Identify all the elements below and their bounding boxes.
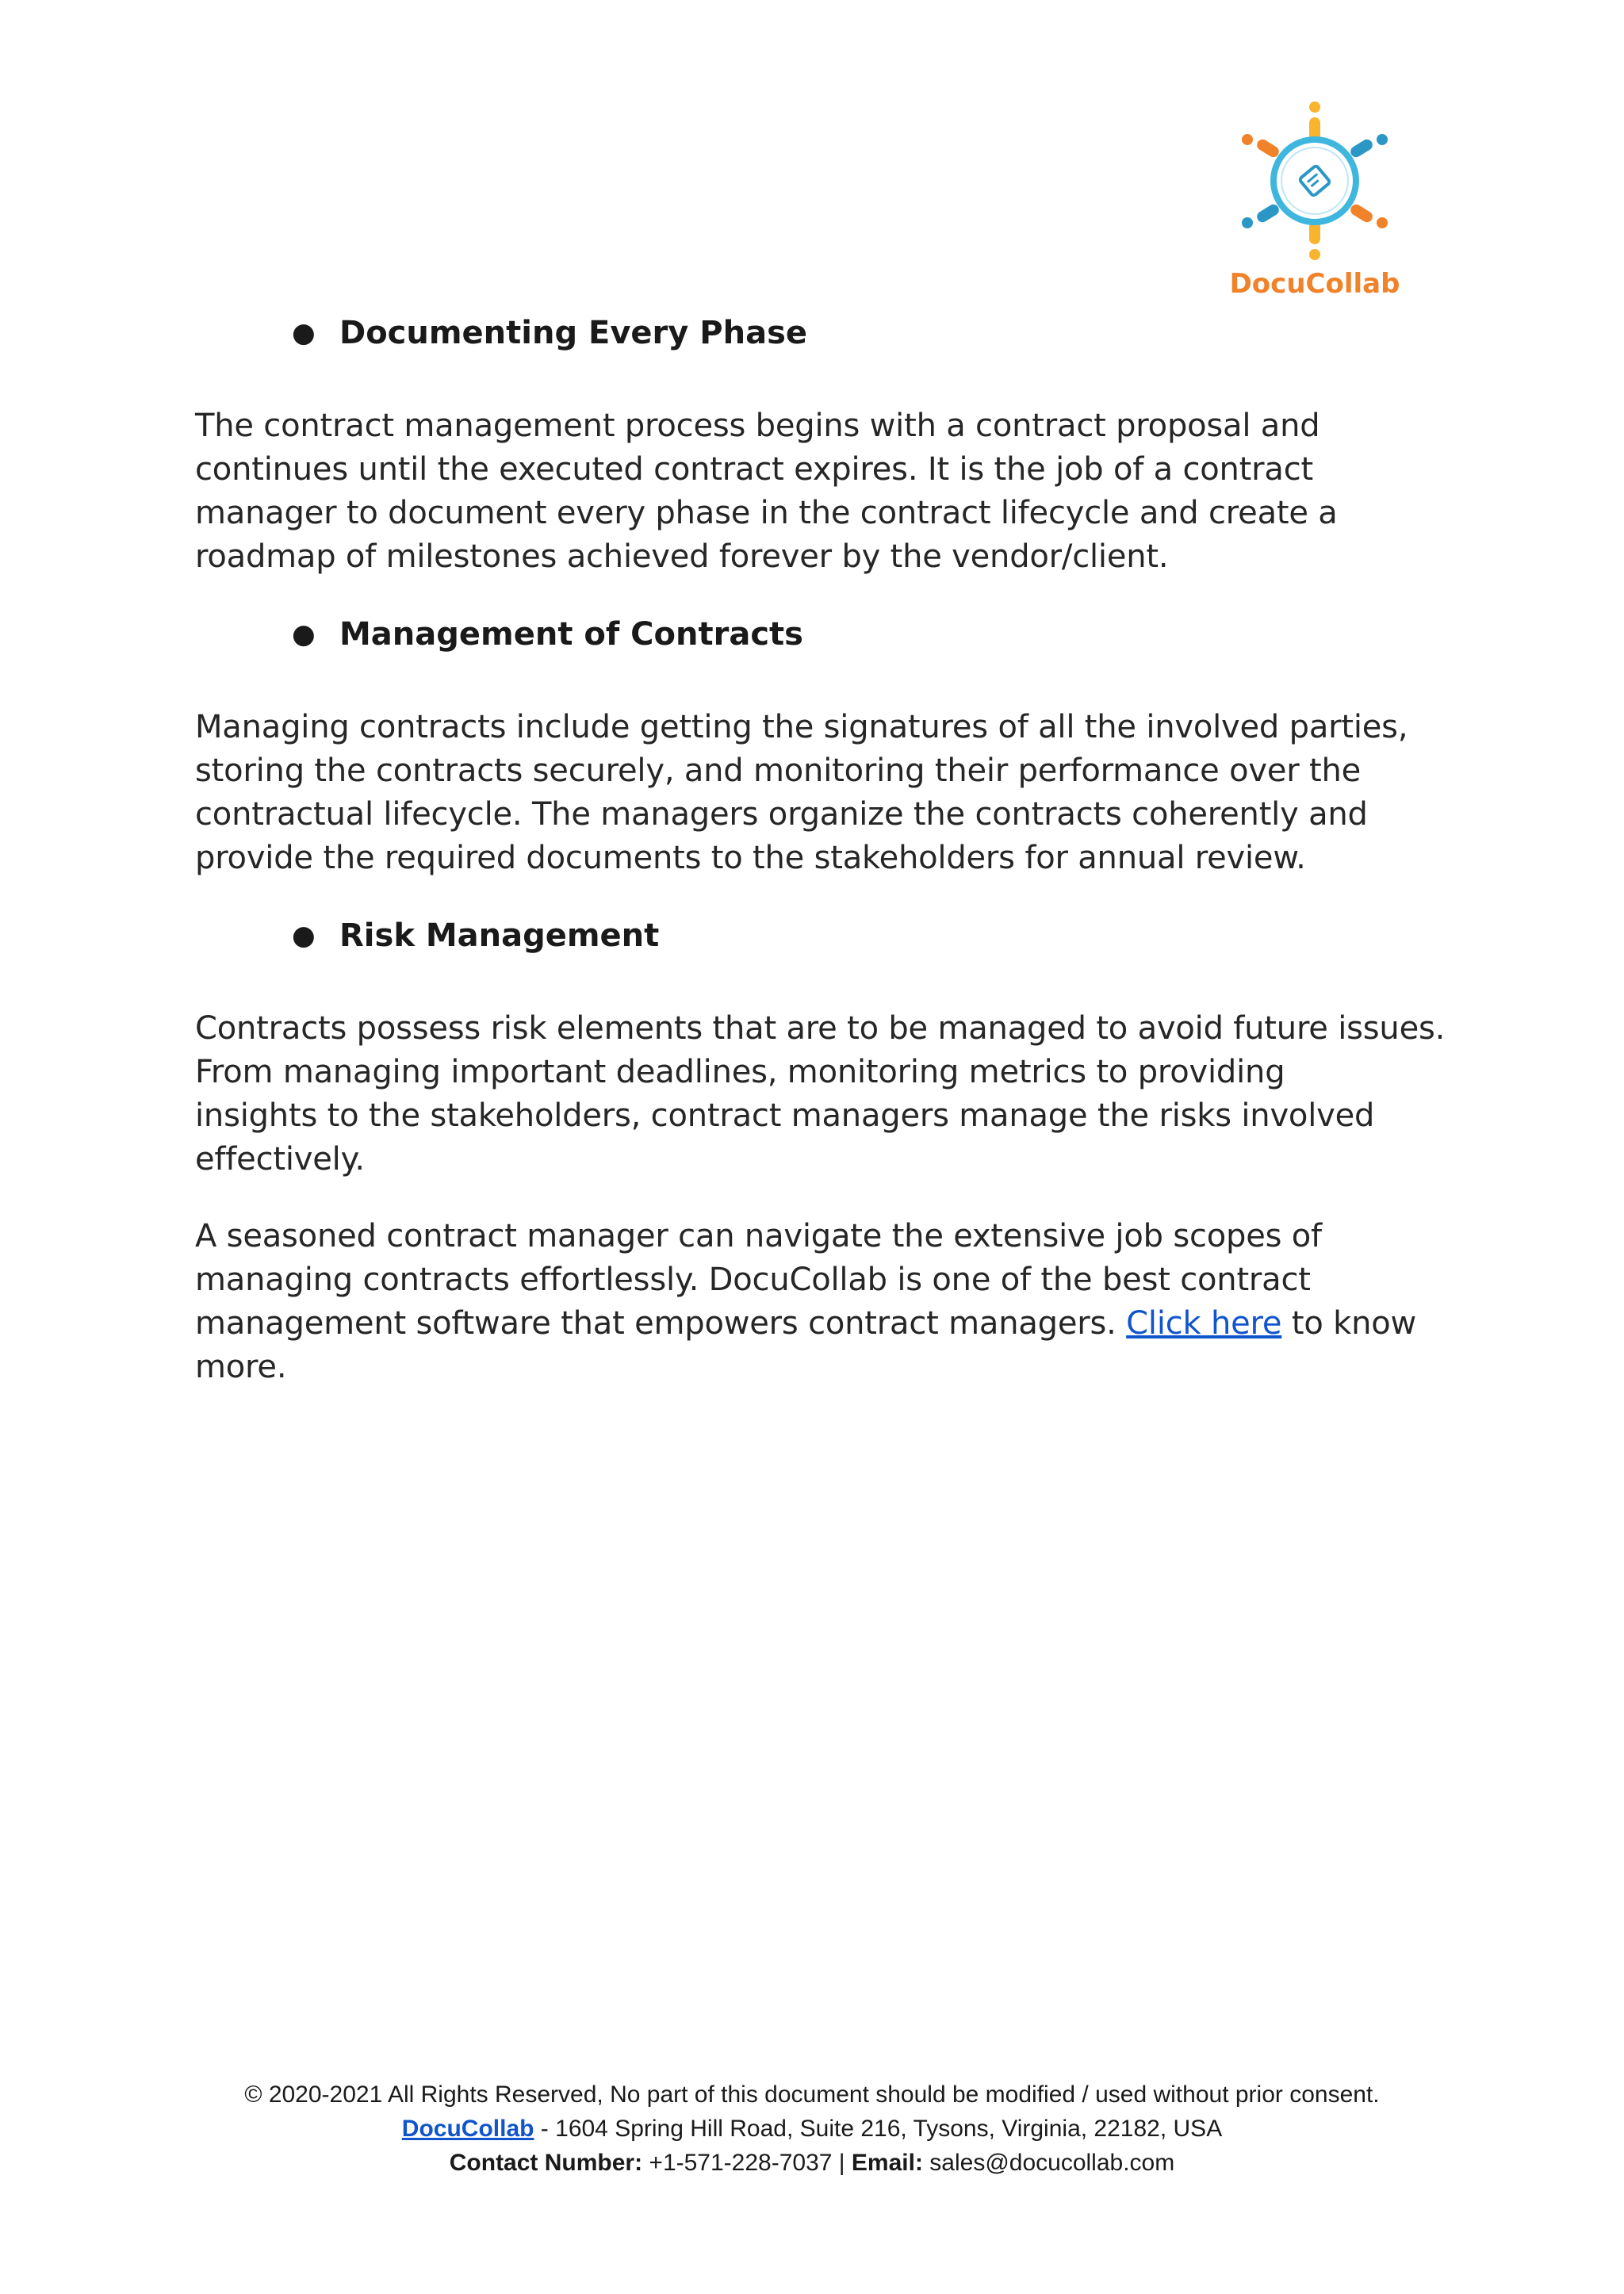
paragraph-line: A seasoned contract manager can navigate the extensive job scopes of xyxy=(195,1218,1322,1254)
bullet-icon: ● xyxy=(292,317,316,349)
main-content xyxy=(195,309,1446,1389)
section-paragraph-documenting xyxy=(195,404,1432,579)
section-paragraph-risk xyxy=(195,1007,1446,1181)
paragraph-line: Contracts possess risk elements that are to be managed to avoid future issues. xyxy=(195,1010,1446,1047)
footer-address-line xyxy=(0,2112,1624,2146)
paragraph-line: contractual lifecycle. The managers organize the contracts coherently and xyxy=(195,796,1368,833)
paragraph-line: insights to the stakeholders, contract managers manage the risks involved xyxy=(195,1097,1375,1134)
heading-text: Documenting Every Phase xyxy=(339,315,807,351)
paragraph-line: The contract management process begins with a contract proposal and xyxy=(195,408,1320,444)
footer-company-link[interactable]: DocuCollab xyxy=(401,2116,534,2142)
paragraph-line: roadmap of milestones achieved forever by the vendor/client. xyxy=(195,538,1169,575)
paragraph-line: manager to document every phase in the contract lifecycle and create a xyxy=(195,495,1338,531)
footer-email: sales@docucollab.com xyxy=(922,2150,1175,2176)
page-footer xyxy=(0,2078,1624,2180)
paragraph-line: managing contracts effortlessly. DocuCollab is one of the best contract xyxy=(195,1262,1311,1298)
bullet-icon: ● xyxy=(292,920,316,952)
footer-email-label: Email: xyxy=(851,2150,923,2176)
logo-text: DocuCollab xyxy=(1229,268,1400,300)
docucollab-logo-icon xyxy=(1228,94,1402,268)
closing-paragraph xyxy=(195,1215,1432,1389)
closing-text-before-link: management software that empowers contract managers. xyxy=(195,1305,1127,1342)
footer-contact-line xyxy=(0,2146,1624,2180)
section-paragraph-management xyxy=(195,706,1432,880)
section-heading-risk xyxy=(195,912,1432,959)
paragraph-line-with-link xyxy=(195,1302,1432,1346)
footer-contact-label: Contact Number: xyxy=(449,2150,643,2176)
footer-contact-number: +1-571-228-7037 | xyxy=(642,2150,852,2176)
heading-text: Risk Management xyxy=(339,917,660,954)
closing-text-after-link: to know xyxy=(1281,1305,1417,1342)
paragraph-line: From managing important deadlines, monitoring metrics to providing xyxy=(195,1054,1285,1090)
section-heading-management xyxy=(195,611,1432,658)
footer-copyright: © 2020-2021 All Rights Reserved, No part of this document should be modified / used without prior consent. xyxy=(244,2081,1380,2108)
footer-address: - 1604 Spring Hill Road, Suite 216, Tysons, Virginia, 22182, USA xyxy=(534,2116,1223,2142)
paragraph-line: more. xyxy=(195,1349,287,1385)
click-here-link[interactable]: Click here xyxy=(1126,1305,1282,1342)
paragraph-line: provide the required documents to the stakeholders for annual review. xyxy=(195,840,1306,876)
docucollab-logo xyxy=(1228,94,1402,308)
heading-text: Management of Contracts xyxy=(339,616,803,653)
paragraph-line: storing the contracts securely, and monitoring their performance over the xyxy=(195,753,1362,789)
paragraph-line: continues until the executed contract expires. It is the job of a contract xyxy=(195,451,1313,488)
section-heading-documenting xyxy=(195,309,1432,357)
bullet-icon: ● xyxy=(292,618,316,650)
paragraph-line: effectively. xyxy=(195,1141,365,1178)
paragraph-line: Managing contracts include getting the signatures of all the involved parties, xyxy=(195,709,1408,745)
